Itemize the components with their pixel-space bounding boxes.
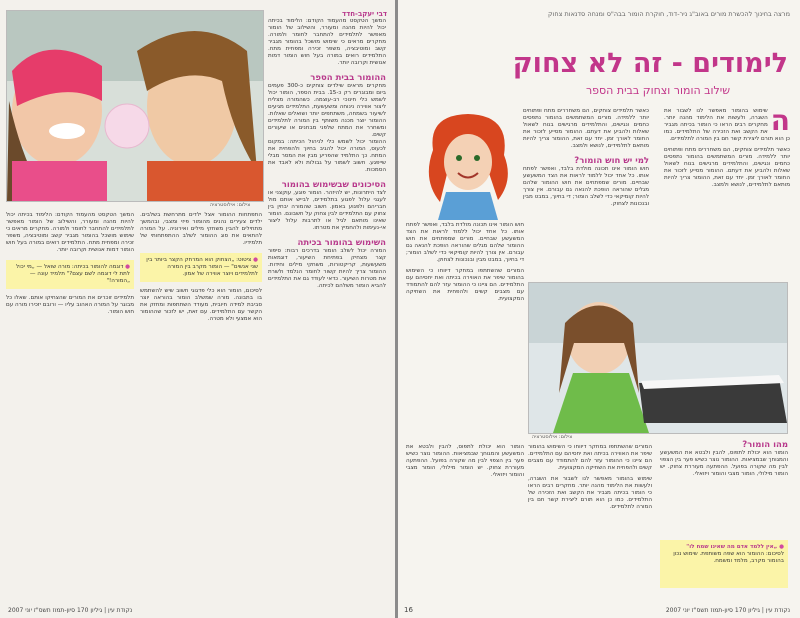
left-photo-caption: צילום: אילוסטרציה <box>210 202 251 208</box>
drop-cap: ה <box>770 104 790 137</box>
article-kicker: מרצה בחינוך להכשרת מורים באוב"ג ניר-דוד, חוקרת הומור בבה"ס ומנחה סדנאות צחוק <box>547 10 790 18</box>
right-footer: נקודת עין | גיליון 170 סיון-תמוז תשס"ז יוני 2007 <box>665 607 790 614</box>
left-middle-bottom-text: לסיכום, הומור הוא כלי פדגוגי חשוב שיש להשתמש בו בתבונה. מורה שמשלב הומור בהוראה יוצר סביבת למידה חיובית, מעודד השתתפות ומחזק את הקשר עם התלמידים. עם זאת, יש לזכור שההומור הוא אמצעי ולא מטרה. <box>140 288 262 322</box>
bubblegum-photo <box>6 10 264 202</box>
right-bottom-middle-column <box>528 444 652 511</box>
section-use-in-class-text: המורה יכול לשלב הומור בדרכים רבות: סיפור קצר מצחיק בפתיחת השיעור, דוגמאות משעשעות, קריקטורות, משחקי מילים וחידות. ההומור צריך להיות קשור לחומר הנלמד ולשרת את מטרות השיעור. כדאי לעודד גם את התלמידים להביא הומור משלהם לכיתה. <box>268 248 386 289</box>
girl-reading-photo <box>528 282 788 434</box>
article-subtitle: שילוב הומור וצחוק בבית הספר <box>585 84 730 97</box>
left-column-left-text-2: תלמידים זוכרים את המורים שהצחיקו אותם. שאלו כל מבוגר על המורה האהוב עליו — ורובם יזכירו מורה עם חוש הומור. <box>6 295 134 315</box>
section-humor-in-school-text-cont: ההומור יכול לשמש כלי לניהול הכיתה: במקום לכעוס, המורה יכול להגיב בחיוך ולהפחית את המתח. כך התלמיד שהפריע מבין את המסר מבלי שייפגע. חשוב לשמור על גבולות ולא לאבד את הסמכות. <box>268 139 386 173</box>
right-middle-column <box>523 108 649 208</box>
right-bottom-right-column <box>660 440 788 478</box>
intro-text: ה שימוש בהומור מאפשר לנו לשבור את השגרה, ולעשות את הלימוד מהנה יותר. מחקרים רבים הראו כי הומור בכיתה מגביר את הקשב ואת הזכירה של התלמידים. כמו כן הוא תורם ליצירת קשר חם בין המורה לתלמידים. <box>664 104 790 142</box>
right-summary-box: ● „אין ללמד אדם מה שאינו שמח לו" לסיכום: ההומור הוא שפה משותפת. שימוש נכון בהומור מקרב, מלמד ומשמח. <box>660 540 788 588</box>
section-humor-in-school-title: ההומור בבית הספר <box>310 73 386 83</box>
bullet-icon: ● <box>251 257 258 263</box>
right-left-text: חוש הומור אינו תכונה מולדת בלבד, ואפשר לפתח אותו. כל אחד יכול ללמוד לראות את הצד המשעשע שבחיים. מורים שמפתחים את חוש ההומור שלהם מגלים שהוראה הופכת להנאה גם עבורם. אין צורך להיות קומיקאי כדי לשלב הומור; די בחיוך, במבט מבין ובנכונות לצחוק. <box>406 222 524 263</box>
section-humor-in-school-text: מחקרים מראים שילדים צוחקים כ-300 פעמים ביום ומבוגרים רק כ-15. בבית הספר, הומור יכול לשמש כלי חינוכי רב-עוצמה. כשהמורה מצליח ליצור אווירה נינוחה ומשעשעת, התלמידים מגיעים לשיעור בשמחה, משתתפים יותר ושואלים שאלות. ההומור יוצר מכנה משותף בין המורה לתלמידים ומשחרר את המתח שלפני מבחנים או שיעורים קשים. <box>268 83 386 138</box>
girl-reading-image <box>529 283 787 433</box>
left-column-left-text: המשך הטקסט מהעמוד הקודם: הלימוד בכיתה יכול להיות מהנה ומעורר, והשילוב של הומור מאפשר לתלמידים להתחבר לחומר ולמורה. מחקרים מראים כי שימוש מושכל בהומור מגביר קשב ומוטיבציה, משפר זכירה ומפחית מתח. התלמידים רואים במורה בעל חוש הומור דמות אנושית וקרובה יותר. <box>6 212 134 253</box>
right-page <box>398 0 800 618</box>
section-use-in-class-title: השימוש בהומור בכיתה <box>297 238 386 248</box>
section-risks-text: לצד היתרונות, יש להיזהר. הומור פוגע, עוקצני או לעגני עלול לפגוע בתלמידים, לבייש אותם מול חבריהם ולפגוע באמון. חשוב שהמורה יבחין בין צחוק עם התלמידים לבין צחוק על חשבונם. הומור שאינו מותאם לגיל או לתרבות עלול ליצור אי-נעימות ולהחמיץ את מטרתו. <box>268 190 386 231</box>
section-what-is-humor-title: מהו הומור? <box>742 440 788 450</box>
right-intro-column <box>664 104 790 189</box>
section-who-has-humor-text: חוש הומור אינו תכונה מולדת בלבד, ואפשר לפתח אותו. כל אחד יכול ללמוד לראות את הצד המשעשע שבחיים. מורים שמפתחים את חוש ההומור שלהם מגלים שהוראה הופכת להנאה גם עבורם. אין צורך להיות קומיקאי כדי לשלב הומור; די בחיוך, במבט מבין ובנכונות לצחוק. <box>523 166 649 207</box>
right-bottom-left-text: הומור הוא יכולת לתפוס, להבין ולבטא את המשעשע והמגוחך שבמציאות. ההומור נוצר כשיש פער בין הצפוי לבין מה שקורה בפועל. ההפתעה מעוררת צחוק. יש הומור מילולי, הומור מצבי והומור ויזואלי. <box>406 444 524 478</box>
left-intro-text: המשך הטקסט מהעמוד הקודם: הלימוד בכיתה יכול להיות מהנה ומעורר, והשילוב של הומור מאפשר לתלמידים להתחבר לחומר ולמורה. מחקרים מראים כי שימוש מושכל בהומור מגביר קשב ומוטיבציה, משפר זכירה ומפחית מתח. התלמידים רואים במורה בעל חוש הומור דמות אנושית וקרובה יותר. <box>268 18 386 66</box>
right-left-text-2: המורים שהשתתפו במחקר דיווחו כי השימוש בהומור שיפר את האווירה בכיתה ואת יחסיהם עם התלמידים. הם ציינו כי ההומור עזר להם להתמודד עם מצבים קשים ולהפחית את השחיקה המקצועית. <box>406 268 524 302</box>
right-bottom-left-column <box>406 444 524 479</box>
right-bottom-middle-text: המורים שהשתתפו במחקר דיווחו כי השימוש בהומור שיפר את האווירה בכיתה ואת יחסיהם עם התלמידים. הם ציינו כי ההומור עזר להם להתמודד עם מצבים קשים ולהפחית את השחיקה המקצועית. <box>528 444 652 471</box>
author-name: דבי יעקב-חדד <box>342 10 387 18</box>
left-footer: נקודת עין | גיליון 170 סיון-תמוז תשס"ז יוני 2007 <box>8 607 133 614</box>
middle-text: כאשר תלמידים צוחקים, הם משחררים מתח ופתוחים יותר ללמידה. מורים המשתמשים בהומור נתפסים כחמים ונגישים, והתלמידים מרגישים בנוח לשאול שאלות ולהביע את דעתם. ההומור מסייע לזכור את החומר לאורך זמן. יחד עם זאת, ההומור צריך להיות מותאם לתלמידים, לנושא ולמצב. <box>523 108 649 149</box>
cartoon-girl-illustration <box>418 110 518 220</box>
bullet-icon: ● <box>777 544 784 550</box>
left-column-left <box>6 212 134 316</box>
left-page <box>0 0 395 618</box>
left-quote-box-1: ● ציטוט: „הצחוק הוא המרחק הקצר ביותר בין שני אנשים" — הומור מקרב בין המורה לתלמידים ויוצר אווירה של אמון. <box>140 253 262 282</box>
section-what-is-humor-text: הומור הוא יכולת לתפוס, להבין ולבטא את המשעשע והמגוחך שבמציאות. ההומור נוצר כשיש פער בין הצפוי לבין מה שקורה בפועל. ההפתעה מעוררת צחוק. יש הומור מילולי, הומור מצבי והומור ויזואלי. <box>660 450 788 477</box>
section-risks-title: הסיכונים שבשימוש בהומור <box>281 180 386 190</box>
left-middle-text: התפתחות ההומור אצל ילדים מתרחשת בשלבים. ילדים צעירים נהנים מהומור פיזי ומצבי, ובהמשך מתחילים להבין משחקי מילים ואירוניה. על המורה להתאים את סוג ההומור לשלב ההתפתחותי של תלמידיו. <box>140 212 262 246</box>
left-column-middle <box>140 212 262 323</box>
bullet-icon: ● <box>123 264 130 270</box>
right-photo-caption: צילום: אילוסטרציה <box>532 434 573 440</box>
bubblegum-image <box>7 11 263 201</box>
right-left-column <box>406 222 524 303</box>
intro-text-cont: כאשר תלמידים צוחקים, הם משחררים מתח ופתוחים יותר ללמידה. מורים המשתמשים בהומור נתפסים כחמים ונגישים, והתלמידים מרגישים בנוח לשאול שאלות ולהביע את דעתם. ההומור מסייע לזכור את החומר לאורך זמן. יחד עם זאת, ההומור צריך להיות מותאם לתלמידים, לנושא ולמצב. <box>664 147 790 188</box>
article-title: לימודים - זה לא צחוק <box>512 48 788 79</box>
left-quote-box-2: ● דוגמה להומור בכיתה: מורה שואל — „מי יכול לתת לי דוגמה לשם עצם?" תלמיד עונה — „המורה!" <box>6 260 134 289</box>
cartoon-girl-image <box>418 110 518 220</box>
section-who-has-humor-title: למי יש חוש הומור? <box>574 156 649 166</box>
left-column-right <box>268 18 386 290</box>
right-bottom-middle-text-2: שימוש בהומור מאפשר לנו לשבור את השגרה, ולעשות את הלימוד מהנה יותר. מחקרים רבים הראו כי הומור בכיתה מגביר את הקשב ואת הזכירה של התלמידים. כמו כן הוא תורם ליצירת קשר חם בין המורה לתלמידים. <box>528 476 652 510</box>
page-number: 16 <box>404 606 413 614</box>
